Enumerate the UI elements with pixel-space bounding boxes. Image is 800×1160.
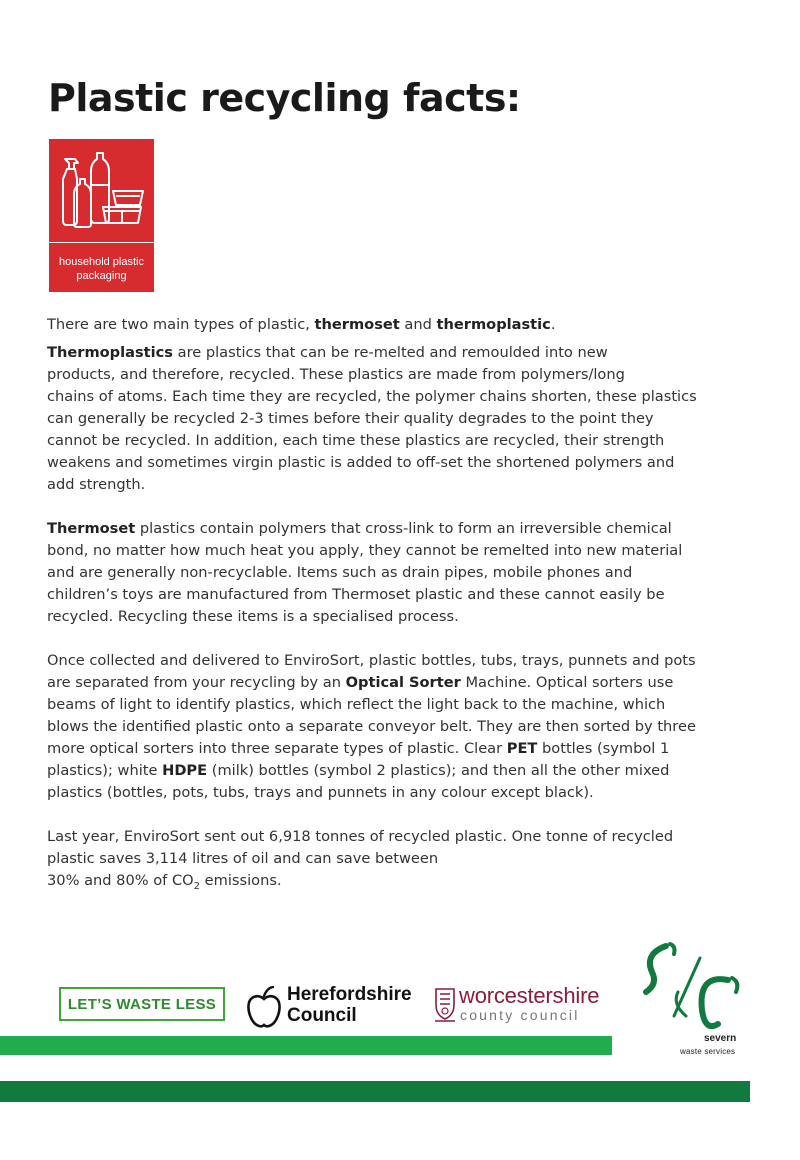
bold-thermoplastic: thermoplastic bbox=[436, 316, 551, 333]
severn-waste-services-logo-icon bbox=[638, 940, 756, 1060]
tile-label-line2: packaging bbox=[76, 270, 127, 282]
text: cannot be recycled. In addition, each time these plastics are recycled, their strength bbox=[47, 432, 665, 449]
text: plastics); white bbox=[47, 762, 163, 779]
text: products, and therefore, recycled. These plastics are made from polymers/long bbox=[47, 366, 625, 383]
text: Last year, EnviroSort sent out 6,918 tonnes of recycled plastic. One tonne of recycled bbox=[47, 828, 674, 845]
paragraph-stats bbox=[47, 826, 777, 892]
text: chains of atoms. Each time they are recycled, the polymer chains shorten, these plastics bbox=[47, 388, 697, 405]
text: plastics (bottles, pots, tubs, trays and punnets in any colour except black). bbox=[47, 784, 594, 801]
lets-waste-less-text: LET’S WASTE LESS bbox=[67, 995, 217, 1013]
green-bar-dark bbox=[0, 1081, 750, 1102]
tile-label bbox=[49, 255, 154, 283]
paragraph-thermoplastics bbox=[47, 342, 777, 496]
paragraph-envirosort bbox=[47, 650, 777, 804]
coat-of-arms-icon bbox=[433, 985, 457, 1023]
text: and are generally non-recyclable. Items such as drain pipes, mobile phones and bbox=[47, 564, 633, 581]
text: emissions. bbox=[200, 872, 282, 889]
text: weakens and sometimes virgin plastic is added to off-set the shortened polymers and bbox=[47, 454, 675, 471]
text: plastic saves 3,114 litres of oil and can save between bbox=[47, 850, 439, 867]
text: plastics contain polymers that cross-link to form an irreversible chemical bbox=[135, 520, 672, 537]
herefordshire-line1: Herefordshire bbox=[287, 984, 412, 1005]
text: add strength. bbox=[47, 476, 146, 493]
text: Machine. Optical sorters use bbox=[460, 674, 674, 691]
tile-label-line1: household plastic bbox=[58, 256, 144, 268]
text: bond, no matter how much heat you apply, they cannot be remelted into new material bbox=[47, 542, 683, 559]
text: more optical sorters into three separate types of plastic. Clear bbox=[47, 740, 507, 757]
text: recycled. Recycling these items is a specialised process. bbox=[47, 608, 459, 625]
text: are separated from your recycling by an bbox=[47, 674, 346, 691]
bold-thermoset: Thermoset bbox=[47, 520, 136, 537]
herefordshire-line2: Council bbox=[287, 1005, 357, 1026]
bold-thermoplastics: Thermoplastics bbox=[47, 344, 173, 361]
bold-optical-sorter: Optical Sorter bbox=[345, 674, 461, 691]
text: bottles (symbol 1 bbox=[537, 740, 670, 757]
text: . bbox=[550, 316, 556, 333]
lets-waste-less-logo bbox=[59, 987, 225, 1021]
severn-subtitle: waste services bbox=[680, 1047, 736, 1056]
text: Once collected and delivered to EnviroSort, plastic bottles, tubs, trays, punnets and pots bbox=[47, 652, 696, 669]
tile-divider bbox=[49, 242, 154, 243]
text: are plastics that can be re-melted and remoulded into new bbox=[172, 344, 608, 361]
paragraph-thermoset bbox=[47, 518, 777, 628]
household-plastic-packaging-tile bbox=[49, 139, 154, 292]
text: (milk) bottles (symbol 2 plastics); and then all the other mixed bbox=[207, 762, 670, 779]
subscript: 2 bbox=[193, 880, 201, 892]
body-text bbox=[47, 314, 777, 892]
bold-pet: PET bbox=[506, 740, 538, 757]
paragraph-intro bbox=[47, 314, 777, 336]
text: can generally be recycled 2-3 times before their quality degrades to the point they bbox=[47, 410, 654, 427]
text: 30% and 80% of CO bbox=[47, 872, 194, 889]
bold-hdpe: HDPE bbox=[162, 762, 208, 779]
household-plastic-icon bbox=[55, 149, 149, 237]
herefordshire-text bbox=[287, 984, 412, 1026]
page-title: Plastic recycling facts: bbox=[48, 76, 521, 120]
severn-name: severn bbox=[704, 1033, 737, 1044]
green-bar-light bbox=[0, 1036, 612, 1055]
bold-thermoset: thermoset bbox=[314, 316, 400, 333]
apple-icon bbox=[247, 986, 281, 1028]
text: blows the identified plastic onto a separate conveyor belt. They are then sorted by three bbox=[47, 718, 696, 735]
worcestershire-subtitle: county council bbox=[460, 1007, 580, 1023]
text: beams of light to identify plastics, which reflect the light back to the machine, which bbox=[47, 696, 666, 713]
text: There are two main types of plastic, bbox=[47, 316, 315, 333]
text: children’s toys are manufactured from Thermoset plastic and these cannot easily be bbox=[47, 586, 665, 603]
worcestershire-title: worcestershire bbox=[459, 983, 600, 1008]
text: and bbox=[399, 316, 437, 333]
